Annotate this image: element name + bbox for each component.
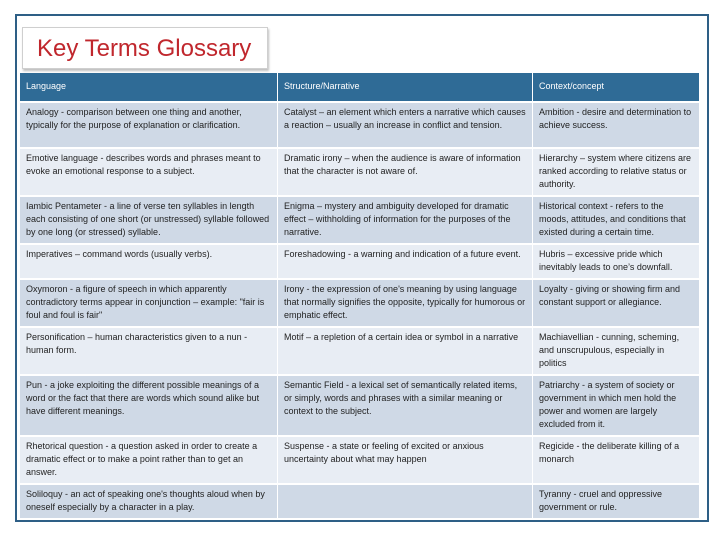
table-row xyxy=(20,148,699,196)
term-cell: Motif – a repletion of a certain idea or symbol in a narrative xyxy=(278,327,533,375)
table-row xyxy=(20,327,699,375)
term-cell: Personification – human characteristics given to a nun -human form. xyxy=(20,327,278,375)
table-row xyxy=(20,102,699,148)
term-cell: Iambic Pentameter - a line of verse ten syllables in length each consisting of one short (or unstressed) syllable followed by one long (or stressed) syllable. xyxy=(20,196,278,244)
term-cell: Ambition - desire and determination to achieve success. xyxy=(533,102,699,148)
term-cell: Loyalty - giving or showing firm and constant support or allegiance. xyxy=(533,279,699,327)
header-language: Language xyxy=(20,73,278,102)
term-cell: Emotive language - describes words and phrases meant to evoke an emotional response to a subject. xyxy=(20,148,278,196)
table-row xyxy=(20,279,699,327)
term-cell: Suspense - a state or feeling of excited or anxious uncertainty about what may happen xyxy=(278,436,533,484)
term-cell: Foreshadowing - a warning and indication of a future event. xyxy=(278,244,533,279)
term-cell: Machiavellian - cunning, scheming, and unscrupulous, especially in politics xyxy=(533,327,699,375)
term-cell: Pun - a joke exploiting the different possible meanings of a word or the fact that there are words which sound alike but have different meanings. xyxy=(20,375,278,436)
term-cell: Hierarchy – system where citizens are ranked according to relative status or authority. xyxy=(533,148,699,196)
term-cell: Hubris – excessive pride which inevitably leads to one’s downfall. xyxy=(533,244,699,279)
header-structure-narrative: Structure/Narrative xyxy=(278,73,533,102)
term-cell: Oxymoron - a figure of speech in which apparently contradictory terms appear in conjunction – example: "fair is foul and foul is fair" xyxy=(20,279,278,327)
term-cell xyxy=(278,484,533,519)
term-cell: Patriarchy - a system of society or government in which men hold the power and women are largely excluded from it. xyxy=(533,375,699,436)
table-row xyxy=(20,244,699,279)
table-header-row xyxy=(20,73,699,102)
term-cell: Irony - the expression of one's meaning by using language that normally signifies the opposite, typically for humorous or emphatic effect. xyxy=(278,279,533,327)
table-row xyxy=(20,375,699,436)
term-cell: Imperatives – command words (usually verbs). xyxy=(20,244,278,279)
term-cell: Analogy - comparison between one thing and another, typically for the purpose of explanation or clarification. xyxy=(20,102,278,148)
term-cell: Tyranny - cruel and oppressive government or rule. xyxy=(533,484,699,519)
term-cell: Catalyst – an element which enters a narrative which causes a reaction – usually an increase in conflict and tension. xyxy=(278,102,533,148)
table-row xyxy=(20,436,699,484)
title-box xyxy=(22,27,268,69)
page-title: Key Terms Glossary xyxy=(37,35,252,62)
table-row xyxy=(20,196,699,244)
term-cell: Regicide - the deliberate killing of a monarch xyxy=(533,436,699,484)
term-cell: Semantic Field - a lexical set of semantically related items, or simply, words and phrases with a similar meaning or context to the subject. xyxy=(278,375,533,436)
table-row xyxy=(20,484,699,519)
term-cell: Enigma – mystery and ambiguity developed for dramatic effect – withholding of information for the purposes of the narrative. xyxy=(278,196,533,244)
term-cell: Historical context - refers to the moods, attitudes, and conditions that existed during a certain time. xyxy=(533,196,699,244)
header-context-concept: Context/concept xyxy=(533,73,699,102)
term-cell: Soliloquy - an act of speaking one's thoughts aloud when by oneself especially by a character in a play. xyxy=(20,484,278,519)
term-cell: Dramatic irony – when the audience is aware of information that the character is not aware of. xyxy=(278,148,533,196)
term-cell: Rhetorical question - a question asked in order to create a dramatic effect or to make a point rather than to get an answer. xyxy=(20,436,278,484)
glossary-table xyxy=(19,73,699,520)
